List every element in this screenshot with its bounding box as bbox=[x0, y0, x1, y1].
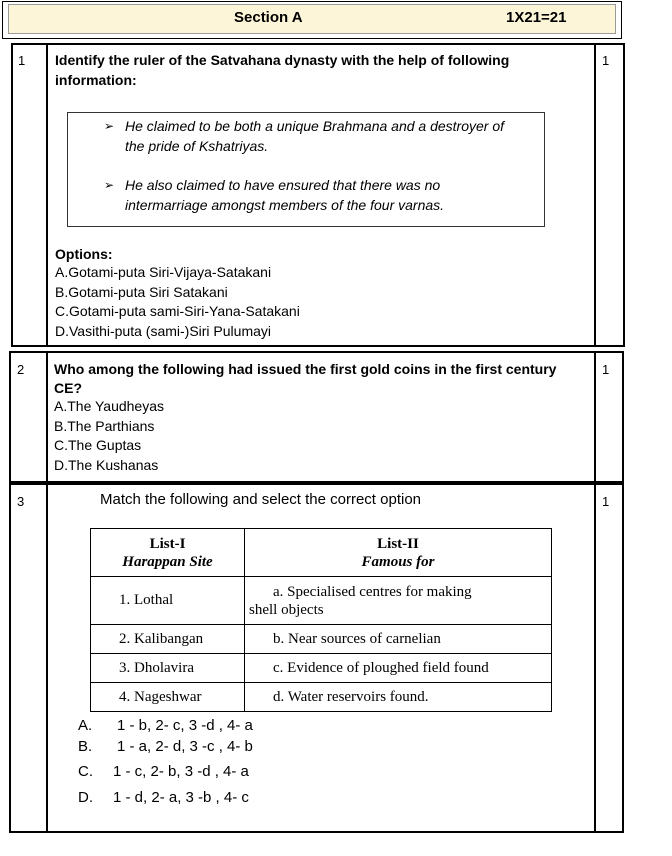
list-2-title: List-II bbox=[377, 535, 419, 552]
clue-1-line-2: the pride of Kshatriyas. bbox=[125, 138, 269, 154]
match-table bbox=[90, 528, 552, 712]
options-label: Options: bbox=[55, 246, 113, 262]
question-3-number-divider bbox=[46, 483, 48, 833]
list-1-item: 3. Dholavira bbox=[91, 654, 245, 683]
q2-option-a: A.The Yaudheyas bbox=[54, 398, 165, 414]
question-3-number: 3 bbox=[17, 494, 25, 509]
clue-2-line-1: He also claimed to have ensured that there was no bbox=[125, 177, 441, 193]
question-1-number-divider bbox=[46, 43, 48, 347]
answer-c-text: 1 - c, 2- b, 3 -d , 4- a bbox=[113, 763, 249, 780]
answer-a-letter: A. bbox=[78, 717, 93, 734]
question-3-marks: 1 bbox=[602, 494, 610, 509]
table-row bbox=[91, 577, 552, 625]
list-2-item-line-1: a. Specialised centres for making bbox=[273, 583, 472, 600]
list-2-subtitle: Famous for bbox=[361, 553, 435, 570]
q2-option-b: B.The Parthians bbox=[54, 418, 155, 434]
list-2-item-line-2: shell objects bbox=[249, 601, 324, 618]
question-2-text-line-1: Who among the following had issued the first gold coins in the first century bbox=[54, 361, 557, 377]
question-2-number: 2 bbox=[17, 362, 25, 377]
section-title: Section A bbox=[234, 9, 303, 26]
section-marks: 1X21=21 bbox=[506, 9, 567, 26]
q2-option-c: C.The Guptas bbox=[54, 437, 142, 453]
list-1-item: 1. Lothal bbox=[91, 577, 245, 625]
q1-option-b: B.Gotami-puta Siri Satakani bbox=[55, 284, 228, 300]
table-row bbox=[91, 625, 552, 654]
question-1-text-line-1: Identify the ruler of the Satvahana dynasty with the help of following bbox=[55, 52, 510, 68]
question-1-marks-divider bbox=[594, 43, 596, 347]
answer-b-text: 1 - a, 2- d, 3 -c , 4- b bbox=[117, 738, 253, 755]
q1-option-d: D.Vasithi-puta (sami-)Siri Pulumayi bbox=[55, 323, 272, 339]
list-1-subtitle: Harappan Site bbox=[122, 553, 213, 570]
q1-option-c: C.Gotami-puta sami-Siri-Yana-Satakani bbox=[55, 303, 300, 319]
list-2-item: d. Water reservoirs found. bbox=[245, 683, 552, 712]
clue-2-line-2: intermarriage amongst members of the four varnas. bbox=[125, 197, 445, 213]
question-2-number-divider bbox=[46, 351, 48, 483]
question-3-marks-divider bbox=[594, 483, 596, 833]
question-2-text-line-2: CE? bbox=[54, 380, 82, 396]
list-2-header bbox=[245, 529, 552, 577]
list-2-item: c. Evidence of ploughed field found bbox=[245, 654, 552, 683]
answer-c-letter: C. bbox=[78, 763, 93, 780]
answer-b-letter: B. bbox=[78, 738, 93, 755]
answer-d-letter: D. bbox=[78, 789, 93, 806]
list-2-item bbox=[245, 577, 552, 625]
list-1-header bbox=[91, 529, 245, 577]
question-2-marks-divider bbox=[594, 351, 596, 483]
answer-d-text: 1 - d, 2- a, 3 -b , 4- c bbox=[113, 789, 249, 806]
clue-1-line-1: He claimed to be both a unique Brahmana and a destroyer of bbox=[125, 118, 505, 134]
question-2-marks: 1 bbox=[602, 362, 610, 377]
list-1-item: 2. Kalibangan bbox=[91, 625, 245, 654]
question-1-marks: 1 bbox=[602, 53, 610, 68]
arrow-bullet-icon: ➢ bbox=[104, 178, 115, 192]
arrow-bullet-icon: ➢ bbox=[104, 119, 115, 133]
list-2-item: b. Near sources of carnelian bbox=[245, 625, 552, 654]
q2-option-d: D.The Kushanas bbox=[54, 457, 159, 473]
question-1-number: 1 bbox=[18, 53, 26, 68]
answer-a-text: 1 - b, 2- c, 3 -d , 4- a bbox=[117, 717, 253, 734]
table-header-row bbox=[91, 529, 552, 577]
q1-option-a: A.Gotami-puta Siri-Vijaya-Satakani bbox=[55, 264, 272, 280]
question-3-instruction: Match the following and select the correct option bbox=[100, 491, 422, 508]
list-1-title: List-I bbox=[149, 535, 186, 552]
table-row bbox=[91, 683, 552, 712]
list-1-item: 4. Nageshwar bbox=[91, 683, 245, 712]
question-1-text-line-2: information: bbox=[55, 72, 137, 88]
table-row bbox=[91, 654, 552, 683]
